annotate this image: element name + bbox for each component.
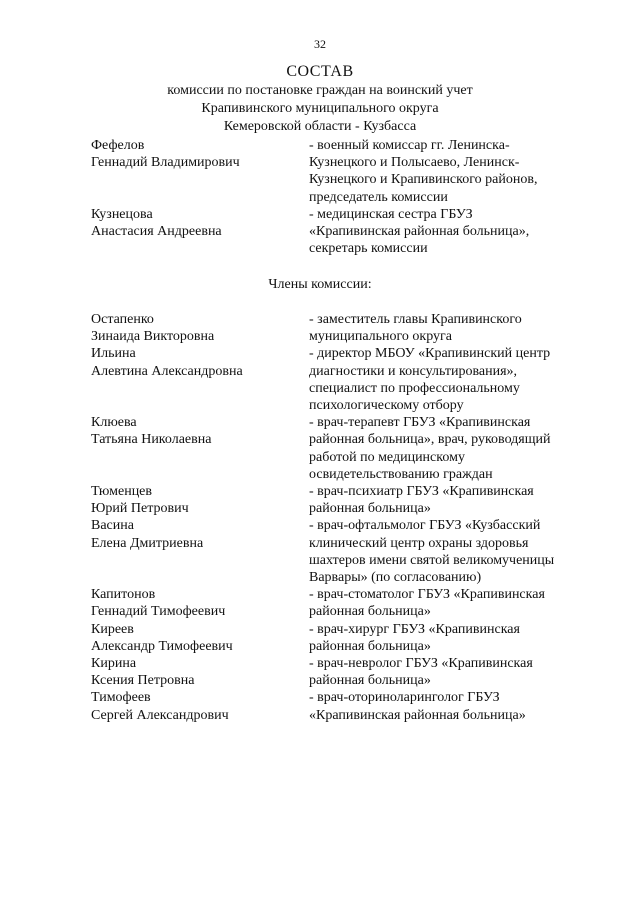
member-name <box>91 689 309 723</box>
member-role-line: районная больница», врач, руководящий <box>309 432 551 448</box>
member-role-line: - медицинская сестра ГБУЗ <box>309 206 473 222</box>
member-role-line: районная больница» <box>309 501 431 517</box>
member-name <box>91 345 309 379</box>
member-surname: Клюева <box>91 415 137 431</box>
commission-member-entry <box>91 345 591 414</box>
member-name <box>91 586 309 620</box>
member-given-names: Юрий Петрович <box>91 501 189 517</box>
member-role <box>309 621 584 655</box>
member-name <box>91 311 309 345</box>
commission-member-entry <box>91 621 591 655</box>
member-name <box>91 414 309 448</box>
member-role-line: - заместитель главы Крапивинского <box>309 312 522 327</box>
member-given-names: Ксения Петровна <box>91 673 195 689</box>
commission-member-entry <box>91 586 591 620</box>
member-surname: Киреев <box>91 621 134 637</box>
member-role-line: работой по медицинскому <box>309 449 465 465</box>
member-role-line: шахтеров имени святой великомученицы <box>309 552 555 568</box>
member-role <box>309 311 584 345</box>
member-given-names: Александр Тимофеевич <box>91 638 233 654</box>
commission-member-entry <box>91 655 591 689</box>
member-role <box>309 414 584 483</box>
heading-line: Крапивинского муниципального округа <box>201 101 439 116</box>
document-title: СОСТАВ <box>286 63 354 80</box>
commission-member-entry <box>91 414 591 483</box>
member-role-line: - врач-офтальмолог ГБУЗ «Кузбасский <box>309 518 541 534</box>
member-role-line: специалист по профессиональному <box>309 380 520 396</box>
member-surname: Ильина <box>91 346 136 362</box>
member-role <box>309 586 584 620</box>
commission-member-entry <box>91 517 591 586</box>
member-role-line: - директор МБОУ «Крапивинский центр <box>309 346 551 362</box>
commission-member-entry <box>91 206 591 258</box>
member-role-line: - врач-оториноларинголог ГБУЗ <box>309 690 500 706</box>
member-given-names: Сергей Александрович <box>91 707 229 723</box>
commission-member-entry <box>91 311 591 345</box>
member-role-line: секретарь комиссии <box>309 241 428 257</box>
member-name <box>91 483 309 517</box>
member-surname: Кузнецова <box>91 206 153 222</box>
member-role-line: диагностики и консультирования», <box>309 363 518 379</box>
member-name <box>91 137 309 171</box>
commission-member-entry <box>91 483 591 517</box>
member-role-line: муниципального округа <box>309 329 452 345</box>
member-role-line: районная больница» <box>309 638 431 654</box>
member-role-line: - врач-хирург ГБУЗ «Крапивинская <box>309 621 520 637</box>
member-role <box>309 517 584 586</box>
member-role-line: председатель комиссии <box>309 189 448 205</box>
member-surname: Остапенко <box>91 312 154 327</box>
member-role-line: клинический центр охраны здоровья <box>309 535 529 551</box>
member-role-line: Кузнецкого и Полысаево, Ленинск- <box>309 155 520 171</box>
commission-member-entry <box>91 689 591 723</box>
member-role-line: - врач-стоматолог ГБУЗ «Крапивинская <box>309 587 545 603</box>
member-role-line: Кузнецкого и Крапивинского районов, <box>309 172 538 188</box>
heading-line: Кемеровской области - Кузбасса <box>223 119 417 134</box>
member-given-names: Зинаида Викторовна <box>91 329 215 345</box>
members-list <box>91 311 591 724</box>
member-given-names: Анастасия Андреевна <box>91 224 222 240</box>
member-role <box>309 345 584 414</box>
member-name <box>91 517 309 551</box>
member-role-line: - врач-терапевт ГБУЗ «Крапивинская <box>309 415 531 431</box>
member-role-line: - военный комиссар гг. Ленинска- <box>309 138 510 153</box>
member-role <box>309 689 584 723</box>
member-role-line: - врач-невролог ГБУЗ «Крапивинская <box>309 656 533 672</box>
member-role-line: Варвары» (по согласованию) <box>309 570 482 586</box>
member-given-names: Елена Дмитриевна <box>91 535 204 551</box>
member-role <box>309 483 584 517</box>
page-number: 32 <box>314 37 326 51</box>
member-name <box>91 655 309 689</box>
member-given-names: Татьяна Николаевна <box>91 432 212 448</box>
member-surname: Васина <box>91 518 134 534</box>
leadership-list <box>91 137 591 257</box>
member-surname: Тимофеев <box>91 690 151 706</box>
member-given-names: Геннадий Тимофеевич <box>91 604 226 620</box>
member-given-names: Геннадий Владимирович <box>91 155 240 171</box>
member-role-line: «Крапивинская районная больница», <box>309 224 530 240</box>
document-heading <box>0 62 640 136</box>
member-role-line: районная больница» <box>309 604 431 620</box>
member-given-names: Алевтина Александровна <box>91 363 243 379</box>
member-role-line: районная больница» <box>309 673 431 689</box>
member-role-line: - врач-психиатр ГБУЗ «Крапивинская <box>309 484 534 500</box>
member-name <box>91 206 309 240</box>
member-role <box>309 206 584 258</box>
member-surname: Капитонов <box>91 587 156 603</box>
member-role-line: психологическому отбору <box>309 398 464 414</box>
member-surname: Тюменцев <box>91 484 153 500</box>
member-surname: Кирина <box>91 656 137 672</box>
members-section-title: Члены комиссии: <box>268 277 372 292</box>
member-role <box>309 137 584 206</box>
member-name <box>91 621 309 655</box>
member-role-line: освидетельствованию граждан <box>309 466 493 482</box>
member-role <box>309 655 584 689</box>
member-role-line: «Крапивинская районная больница» <box>309 707 526 723</box>
member-surname: Фефелов <box>91 138 145 153</box>
commission-member-entry <box>91 137 591 206</box>
heading-line: комиссии по постановке граждан на воинский учет <box>167 83 473 98</box>
